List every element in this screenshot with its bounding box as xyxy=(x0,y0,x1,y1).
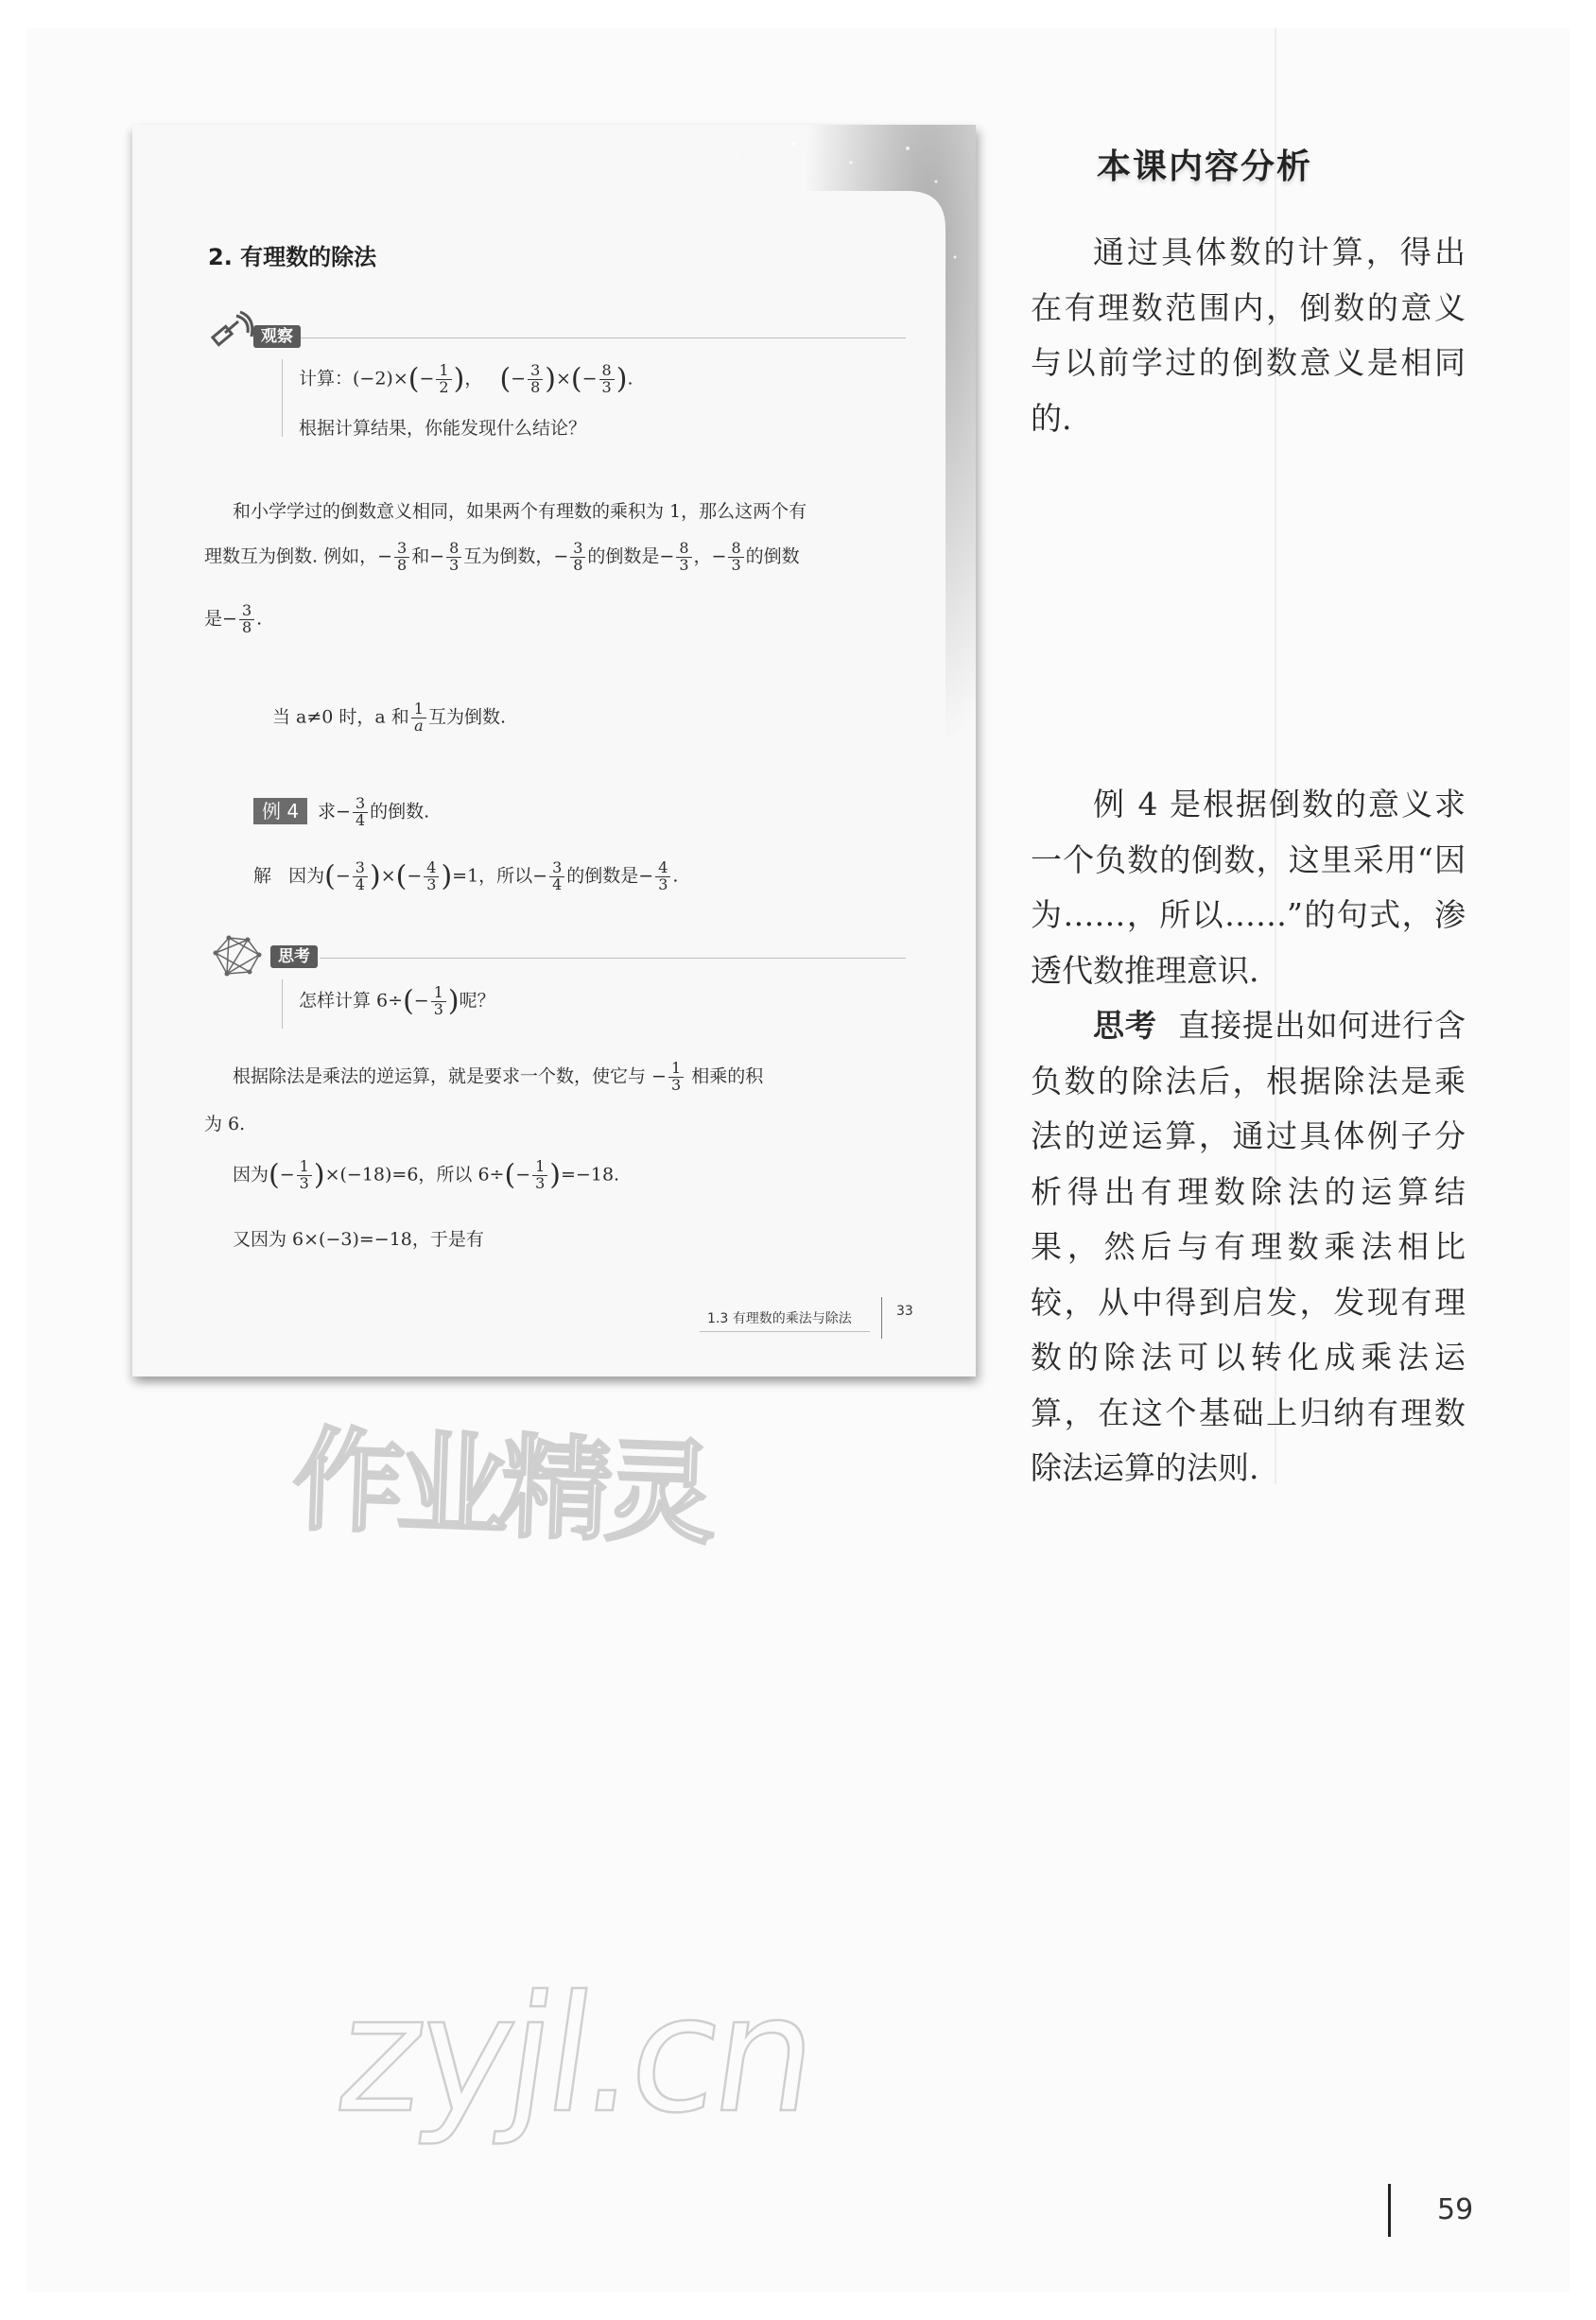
para1-line1: 和小学学过的倒数意义相同，如果两个有理数的乘积为 1，那么这两个有 xyxy=(233,501,807,522)
footer-section-title: 1.3 有理数的乘法与除法 xyxy=(707,1311,852,1326)
commentary-heading: 本课内容分析 xyxy=(1097,147,1313,186)
footer-divider xyxy=(881,1297,882,1339)
para1-line2: 理数互为倒数. 例如，− $\frac{3}{8}$ 和− $\frac{8}{3}$ 互为倒数，− $\frac{3}{8}$ 的倒数是− $\frac{8}{3}$ ，− $\frac{8}{3}$ 的倒数 xyxy=(204,539,800,574)
para4-line: 又因为 6×(−3)=−18，于是有 xyxy=(233,1229,484,1250)
commentary-para1: 通过具体数的计算，得出在有理数范围内，倒数的意义与以前学过的倒数意义是相同的. xyxy=(1031,234,1466,437)
commentary-para2: 例 4 是根据倒数的意义求一个负数的倒数，这里采用“因为……，所以……”的句式，渗透代数推理意识. xyxy=(1031,786,1466,989)
commentary-para3 xyxy=(1031,998,1466,1497)
think-text: 怎样计算 6÷(− $\frac{1}{3}$ )呢？ xyxy=(299,983,495,1018)
textbook-page-excerpt xyxy=(132,125,976,1376)
footer-rule xyxy=(700,1331,870,1332)
para2-line2: 为 6. xyxy=(204,1114,246,1134)
para3-line: 因为(− $\frac{1}{3}$ )×(−18)=6，所以 6÷(− $\frac{1}{3}$ )=−18. xyxy=(233,1157,620,1192)
example-badge: 例 4 xyxy=(253,798,307,824)
watermark-url: zyjl.cn xyxy=(327,1962,824,2149)
section-title: 2. 有理数的除法 xyxy=(208,244,377,270)
think-top-rule xyxy=(320,958,906,959)
think-label: 思考 xyxy=(1093,1007,1157,1044)
observe-line1: 计算：(−2)×(− $\frac{1}{2}$ )， (− $\frac{3}{8}$ )×(− $\frac{8}{3}$ ). xyxy=(299,361,633,396)
think-side-rule xyxy=(282,979,283,1029)
page-number-divider xyxy=(1388,2184,1391,2237)
watermark-zuoye: 作业精灵 xyxy=(290,1414,711,1560)
observe-badge: 观察 xyxy=(253,325,301,348)
para2-line1: 根据除法是乘法的逆运算，就是要求一个数，使它与 − $\frac{1}{3}$ 相乘的积 xyxy=(233,1059,764,1094)
solution-line: 解 因为(− $\frac{3}{4}$ )×(− $\frac{4}{3}$ )=1，所以− $\frac{3}{4}$ 的倒数是− $\frac{4}{3}$ . xyxy=(253,858,679,893)
network-icon xyxy=(208,934,263,978)
think-commentary: 直接提出如何进行含负数的除法后，根据除法是乘法的逆运算，通过具体例子分析得出有理数除法的运算结果，然后与有理数乘法相比较，从中得到启发，发现有理数的除法可以转化成乘法运算，在这个基础上归纳有理数除法运算的法则. xyxy=(1031,1007,1466,1486)
observe-side-rule xyxy=(282,359,283,437)
satellite-icon xyxy=(208,310,255,357)
reciprocal-rule: 当 a≠0 时，a 和 $\frac{1}{a}$ 互为倒数. xyxy=(272,700,507,735)
page-number: 59 xyxy=(1437,2193,1474,2226)
footer-page-number: 33 xyxy=(896,1304,913,1319)
think-badge: 思考 xyxy=(270,945,318,968)
observe-line2: 根据计算结果，你能发现什么结论？ xyxy=(299,418,587,439)
para1-line3: 是− $\frac{3}{8}$ . xyxy=(204,601,263,636)
example-text: 求− $\frac{3}{4}$ 的倒数. xyxy=(318,794,430,829)
